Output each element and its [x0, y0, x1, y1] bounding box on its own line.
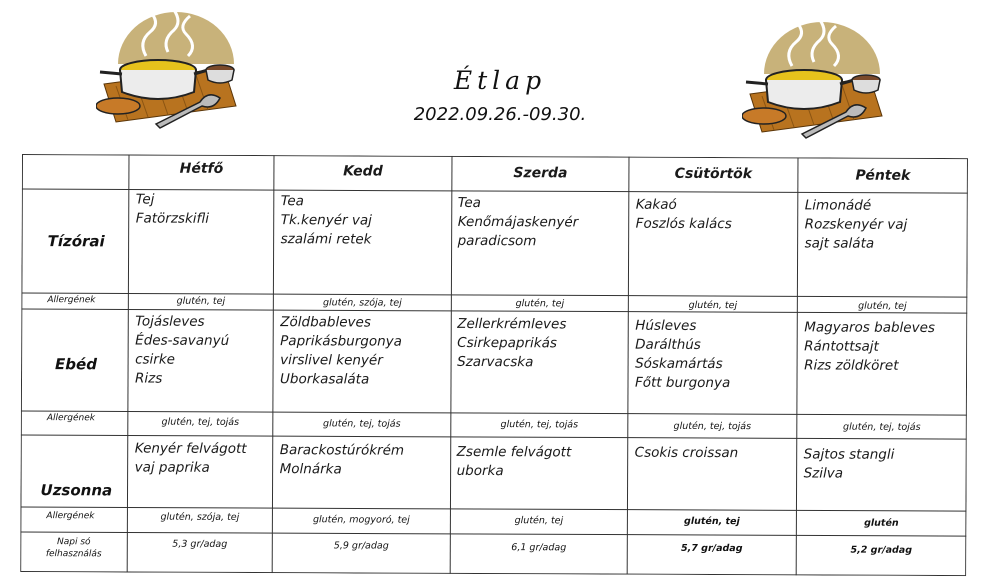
menu-item: Sajtos stangli	[803, 446, 895, 463]
salt-value: 5,2 gr/adag	[850, 544, 913, 556]
menu-item: vaj paprika	[134, 459, 210, 476]
ebed-csutortok	[635, 317, 731, 393]
uzsonna-kedd	[280, 441, 405, 480]
menu-item: Barackostúrókrém	[279, 442, 405, 459]
allergen-value: glutén, mogyoró, tej	[312, 514, 410, 526]
menu-item: Limonádé	[804, 197, 872, 214]
menu-item: Tej	[135, 191, 155, 208]
allergen-value: glutén	[864, 517, 899, 529]
menu-item: Paprikásburgonya	[280, 333, 402, 350]
menu-item: Rizs	[134, 370, 163, 387]
menu-item: szalámi retek	[280, 231, 372, 248]
menu-item: Tea	[457, 194, 481, 212]
menu-item: Rizs zöldköret	[804, 357, 899, 374]
day-header-szerda: Szerda	[513, 165, 568, 182]
salt-label-line1: Napi só	[57, 537, 91, 548]
allergen-value: glutén, tej	[176, 295, 226, 307]
menu-item: Darálthús	[635, 336, 701, 353]
tizorai-csutortok	[636, 196, 732, 234]
menu-item: Csirkepaprikás	[457, 334, 557, 352]
allergen-value: glutén, tej	[858, 300, 907, 312]
menu-item: Rántottsajt	[804, 338, 879, 355]
tizorai-hetfo	[136, 190, 209, 228]
day-header-pentek: Péntek	[855, 167, 911, 184]
allergen-value: glutén, tej	[514, 515, 564, 527]
menu-item: Magyaros bableves	[804, 319, 935, 336]
allergen-value: glutén, tej, tojás	[500, 419, 579, 431]
menu-item: Zöldbableves	[280, 314, 371, 331]
ebed-szerda	[457, 315, 566, 372]
menu-item: Kenyér felvágott	[134, 440, 247, 457]
menu-item: Csokis croissan	[634, 444, 739, 462]
uzsonna-szerda	[457, 443, 572, 481]
uzsonna-csutortok	[635, 444, 739, 463]
allergen-value: glutén, tej	[688, 299, 738, 312]
allergens-label: Allergének	[47, 295, 96, 306]
cooking-pot-illustration-icon	[96, 6, 256, 131]
tizorai-pentek	[805, 196, 908, 253]
allergen-value: glutén, tej	[515, 298, 565, 310]
day-header-hetfo: Hétfő	[179, 160, 224, 177]
salt-value: 5,9 gr/adag	[333, 540, 389, 552]
allergens-label: Allergének	[46, 511, 95, 522]
menu-item: sajt saláta	[804, 235, 875, 252]
menu-item: uborka	[456, 462, 504, 480]
row-label-ebed: Ebéd	[55, 355, 98, 374]
menu-table	[20, 154, 968, 576]
allergen-value: glutén, szója, tej	[160, 511, 240, 523]
menu-item: Tojásleves	[135, 313, 205, 330]
tizorai-szerda	[458, 194, 579, 252]
menu-item: Szarvacska	[457, 353, 534, 371]
uzsonna-hetfo	[135, 439, 247, 477]
ebed-hetfo	[135, 312, 229, 388]
salt-label-line2: felhasználás	[45, 549, 102, 560]
menu-item: Kakaó	[635, 196, 677, 213]
menu-item: Kenőmájaskenyér	[457, 213, 579, 231]
menu-item: Molnárka	[279, 461, 342, 478]
row-label-uzsonna: Uzsonna	[40, 481, 113, 500]
menu-item: Zsemle felvágott	[456, 443, 572, 461]
salt-value: 6,1 gr/adag	[511, 542, 567, 554]
menu-item: Zellerkrémleves	[457, 315, 567, 333]
menu-item: Foszlós kalács	[635, 215, 732, 233]
salt-value: 5,7 gr/adag	[680, 542, 743, 555]
allergen-value: glutén, tej, tojás	[673, 420, 752, 433]
menu-item: Uborkasaláta	[279, 371, 370, 388]
salt-value: 5,3 gr/adag	[172, 538, 228, 550]
cooking-pot-illustration-icon	[742, 16, 902, 141]
allergens-label: Allergének	[46, 413, 95, 424]
date-range: 2022.09.26.-09.30.	[413, 104, 587, 125]
allergen-value: glutén, tej, tojás	[323, 418, 401, 430]
tizorai-kedd	[281, 192, 372, 249]
ebed-pentek	[804, 318, 935, 376]
menu-item: Főtt burgonya	[634, 374, 731, 392]
menu-item: csirke	[135, 351, 176, 368]
day-header-csutortok: Csütörtök	[674, 165, 753, 183]
allergen-value: glutén, tej, tojás	[843, 421, 921, 433]
menu-item: Rozskenyér vaj	[804, 216, 908, 233]
menu-item: Tk.kenyér vaj	[280, 212, 372, 229]
page-title: Étlap	[453, 66, 547, 95]
menu-item: virslivel kenyér	[280, 352, 383, 369]
allergen-value: glutén, szója, tej	[322, 297, 402, 309]
uzsonna-pentek	[804, 445, 895, 483]
menu-item: paradicsom	[457, 232, 537, 250]
allergen-value: glutén, tej, tojás	[161, 416, 240, 428]
menu-item: Fatörzskifli	[135, 210, 210, 227]
menu-item: Szilva	[803, 465, 844, 482]
row-label-tizorai: Tízórai	[47, 232, 105, 251]
ebed-kedd	[280, 313, 402, 390]
day-header-kedd: Kedd	[343, 163, 383, 180]
salt-label	[20, 536, 127, 560]
menu-item: Tea	[280, 193, 305, 210]
allergen-value: glutén, tej	[684, 515, 740, 528]
menu-item: Édes-savanyú	[135, 332, 230, 349]
menu-item: Húsleves	[635, 317, 697, 334]
menu-item: Sóskamártás	[635, 355, 723, 373]
